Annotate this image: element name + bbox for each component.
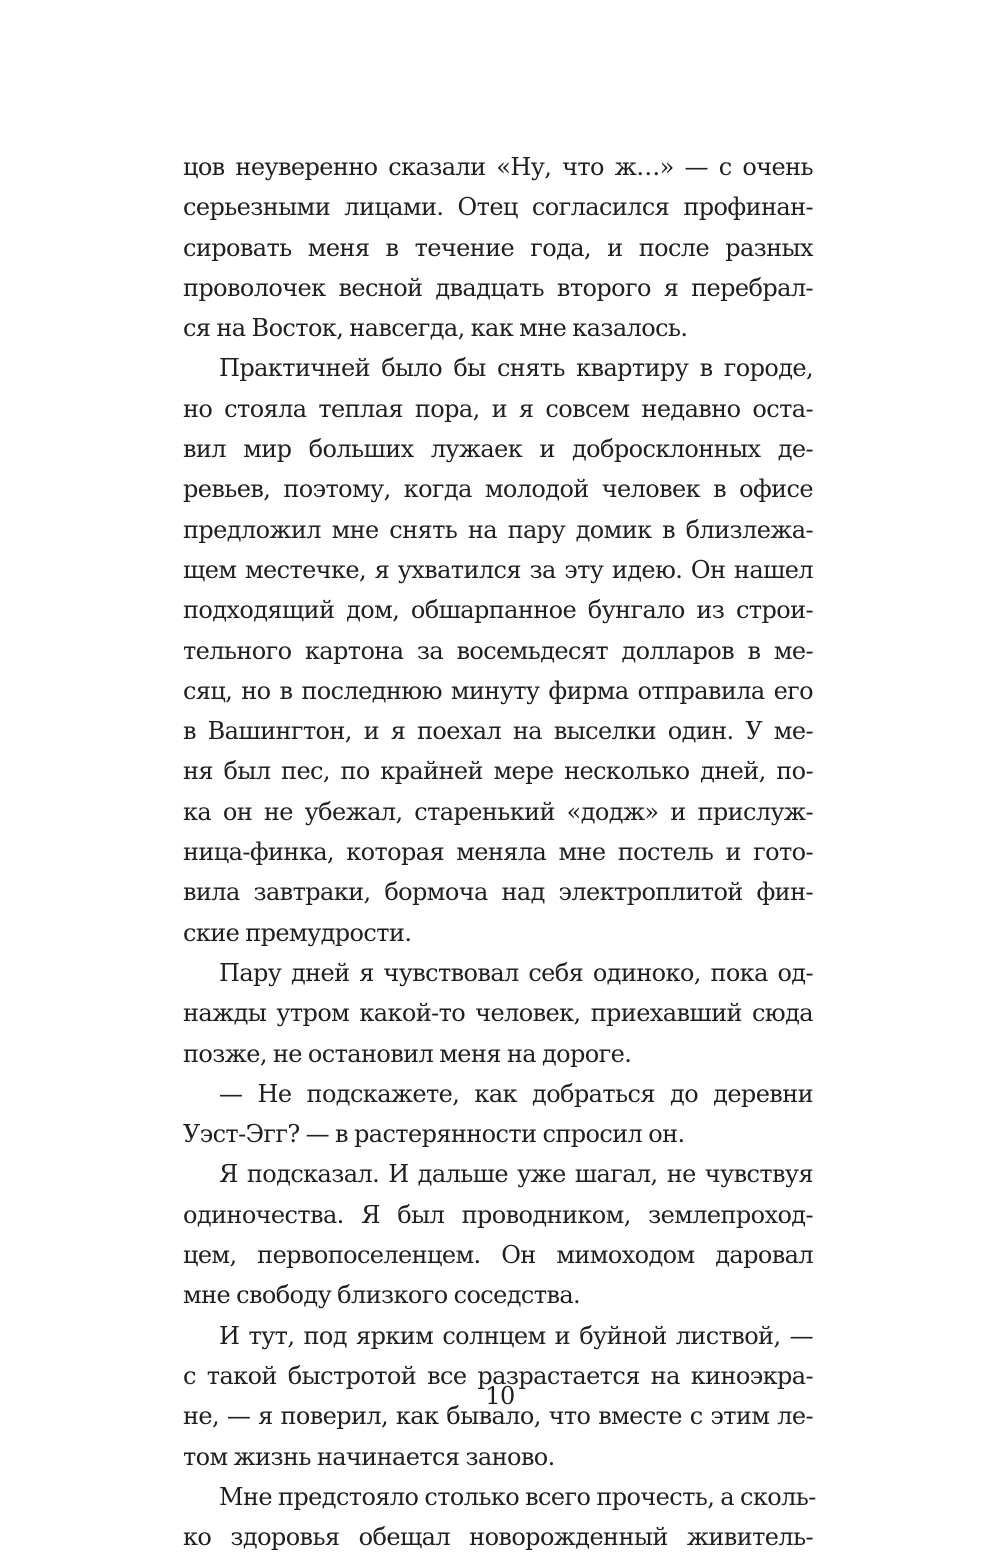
text-line: не, — я поверил, как бывало, что вместе с этим ле-	[183, 1402, 813, 1431]
text-line: цов неуверенно сказали «Ну, что ж…» — с очень	[183, 153, 813, 181]
text-line: И тут, под ярким солнцем и буйной листвой, —	[219, 1321, 813, 1350]
text-line: Мне предстояло столько всего прочесть, а сколь-	[219, 1482, 816, 1511]
text-line: цем, первопоселенцем. Он мимоходом даровал	[183, 1241, 813, 1270]
text-line: вила завтраки, бормоча над электроплитой фин-	[183, 878, 813, 907]
text-line: ские премудрости.	[183, 918, 412, 947]
text-line: позже, не остановил меня на дороге.	[183, 1039, 632, 1068]
text-line: предложил мне снять на пару домик в близлежа-	[183, 515, 813, 544]
paragraph	[183, 1154, 813, 1315]
text-line: Практичней было бы снять квартиру в городе,	[219, 354, 813, 383]
paragraph	[183, 1074, 813, 1155]
text-line: нажды утром какой-то человек, приехавший сюда	[183, 999, 813, 1028]
text-line: ко здоровья обещал новорожденный живитель-	[183, 1523, 813, 1552]
text-line: ница-финка, которая меняла мне постель и гото-	[183, 838, 813, 867]
text-line: подходящий дом, обшарпанное бунгало из строи-	[183, 596, 813, 625]
text-line: с такой быстротой все разрастается на киноэкра-	[183, 1361, 813, 1390]
body-text	[183, 147, 816, 1557]
text-line: — Не подскажете, как добраться до деревни	[219, 1079, 813, 1108]
text-line: тельного картона за восемьдесят долларов в ме-	[183, 636, 813, 665]
text-line: том жизнь начинается заново.	[183, 1442, 555, 1471]
text-line: ся на Восток, навсегда, как мне казалось.	[183, 314, 688, 343]
text-line: ка он не убежал, старенький «додж» и прислуж-	[183, 797, 813, 826]
paragraph	[183, 1477, 816, 1557]
paragraph	[183, 348, 813, 952]
paragraph	[183, 953, 813, 1074]
text-line: Уэст-Эгг? — в растерянности спросил он.	[183, 1120, 685, 1149]
text-line: серьезными лицами. Отец согласился профинан-	[183, 193, 813, 222]
text-line: ревьев, поэтому, когда молодой человек в офисе	[183, 475, 813, 504]
text-line: Пару дней я чувствовал себя одиноко, пока од-	[219, 958, 813, 987]
paragraph	[183, 147, 813, 348]
text-line: щем местечке, я ухватился за эту идею. Он нашел	[183, 555, 813, 584]
text-line: мне свободу близкого соседства.	[183, 1281, 581, 1310]
page-number: 10	[485, 1382, 515, 1410]
text-line: Я подсказал. И дальше уже шагал, не чувствуя	[219, 1160, 813, 1189]
text-line: но стояла теплая пора, и я совсем недавно оста-	[183, 394, 813, 423]
text-line: в Вашингтон, и я поехал на выселки один. У ме-	[183, 717, 813, 746]
text-line: вил мир больших лужаек и доброcклонных де-	[183, 435, 813, 464]
text-line: одиночества. Я был проводником, землепроход-	[183, 1200, 813, 1229]
text-line: ня был пес, по крайней мере несколько дней, по-	[183, 757, 813, 786]
text-line: сяц, но в последнюю минуту фирма отправила его	[183, 676, 813, 705]
text-line: проволочек весной двадцать второго я перебрал-	[183, 273, 813, 302]
text-line: сировать меня в течение года, и после разных	[183, 233, 813, 262]
